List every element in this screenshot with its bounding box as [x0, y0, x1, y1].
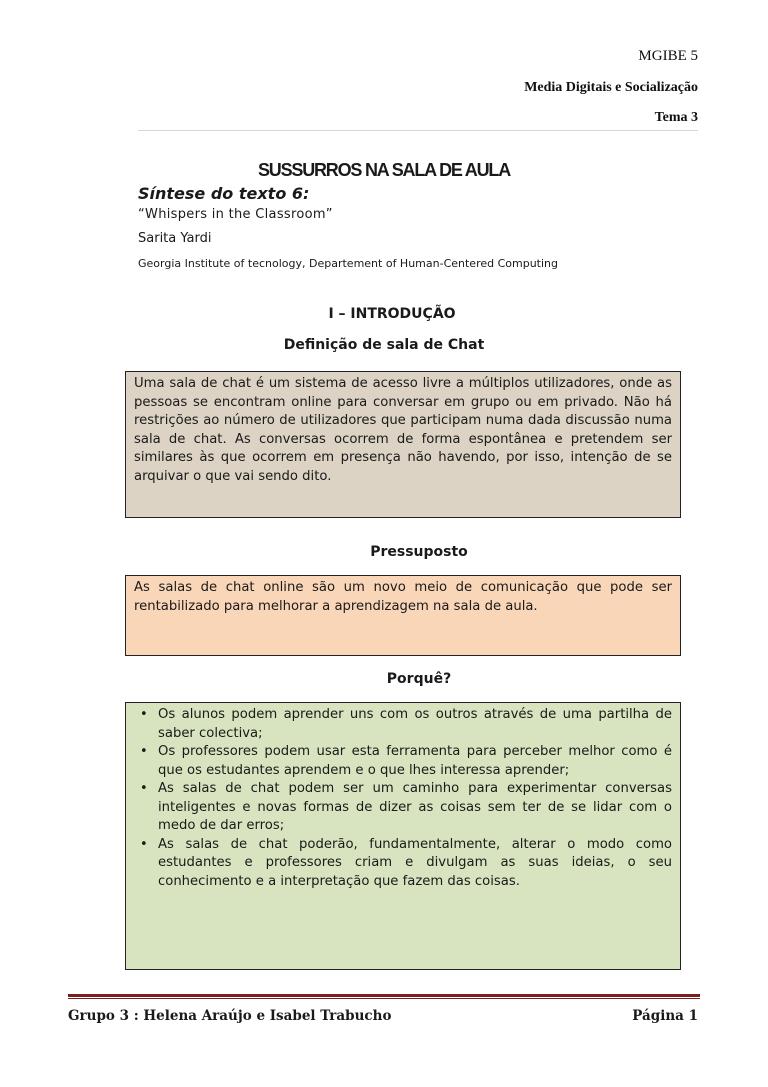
- why-box: [125, 702, 681, 970]
- bullet-icon: •: [140, 744, 148, 759]
- premise-text: As salas de chat online são um novo meio de comunicação que pode ser rentabilizado para melhorar a aprendizagem na sala de aula.: [134, 580, 672, 614]
- footer-divider-thin: [68, 998, 700, 999]
- author-name: Sarita Yardi: [138, 231, 212, 246]
- list-item: • As salas de chat podem ser um caminho para experimentar conversas inteligentes e novas formas de dizer as coisas sem ter de se lidar com o medo de dar erros;: [140, 781, 672, 833]
- definition-heading: Definição de sala de Chat: [283, 337, 485, 353]
- header-course-code: MGIBE 5: [638, 48, 698, 64]
- bullet-icon: •: [140, 707, 148, 722]
- definition-box: [125, 371, 681, 518]
- section-intro-heading: I – INTRODUÇÃO: [328, 306, 456, 322]
- premise-heading: Pressuposto: [370, 544, 468, 560]
- why-heading: Porquê?: [386, 671, 452, 687]
- list-item: • Os alunos podem aprender uns com os outros através de uma partilha de saber colectiva;: [140, 707, 672, 741]
- author-affiliation: Georgia Institute of tecnology, Departement of Human-Centered Computing: [138, 257, 559, 270]
- bullet-icon: •: [140, 781, 148, 796]
- list-item: • Os professores podem usar esta ferramenta para perceber melhor como é que os estudantes aprendem e o que lhes interessa aprender;: [140, 744, 672, 778]
- synthesis-label: Síntese do texto 6:: [138, 184, 310, 203]
- premise-box: [125, 575, 681, 656]
- list-item: • As salas de chat poderão, fundamentalmente, alterar o modo como estudantes e professores criam e divulgam as suas ideias, o seu conhecimento e a interpretação que fazem das coisas.: [140, 836, 672, 889]
- document-title: SUSSURROS NA SALA DE AULA: [257, 160, 510, 180]
- footer-group: Grupo 3 : Helena Araújo e Isabel Trabucho: [68, 1008, 392, 1024]
- header-topic: Tema 3: [654, 110, 698, 125]
- footer-divider: [68, 994, 700, 997]
- header-course-name: Media Digitais e Socialização: [524, 80, 698, 95]
- page-number: Página 1: [632, 1008, 698, 1024]
- original-text-title: “Whispers in the Classroom”: [138, 207, 333, 222]
- header-divider: [138, 130, 698, 131]
- bullet-icon: •: [140, 836, 148, 852]
- definition-text: Uma sala de chat é um sistema de acesso livre a múltiplos utilizadores, onde as pessoas se encontram online para conversar em grupo ou em privado. Não há restrições ao número de utilizadores que participam numa dada discussão numa sala de chat. As conversas ocorrem de forma espontânea e pretendem ser similares às que ocorrem em presença não havendo, por isso, intenção de se arquivar o que vai sendo dito.: [134, 376, 672, 484]
- why-list: [136, 706, 672, 891]
